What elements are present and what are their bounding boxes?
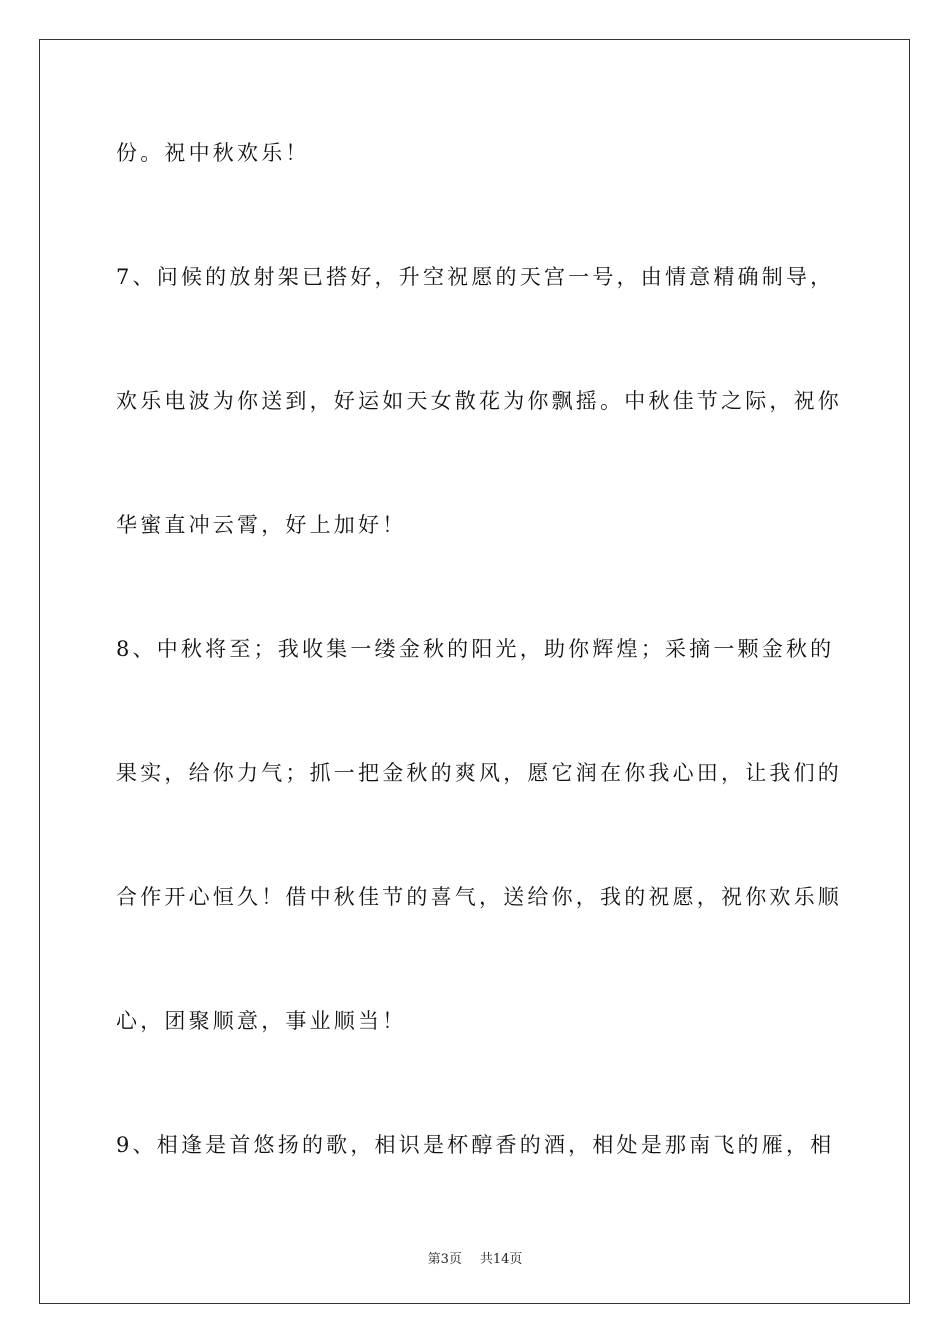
- text-line: 果实，给你力气；抓一把金秋的爽风，愿它润在你我心田，让我们的: [116, 761, 842, 785]
- text-line: 9、相逢是首悠扬的歌，相识是杯醇香的酒，相处是那南飞的雁，相: [116, 1133, 835, 1157]
- text-line: 8、中秋将至；我收集一缕金秋的阳光，助你辉煌；采摘一颗金秋的: [116, 637, 835, 661]
- page-number-total: 共14页: [479, 1252, 523, 1267]
- text-line: 7、问候的放射架已搭好，升空祝愿的天宫一号，由情意精确制导，: [116, 265, 835, 289]
- page-frame: [39, 39, 910, 1304]
- text-line: 份。祝中秋欢乐！: [116, 141, 310, 165]
- text-line: 华蜜直冲云霄，好上加好！: [116, 513, 407, 537]
- text-line: 心，团聚顺意，事业顺当！: [116, 1009, 407, 1033]
- page-footer: [0, 1248, 950, 1267]
- text-line: 欢乐电波为你送到，好运如天女散花为你飘摇。中秋佳节之际，祝你: [116, 389, 842, 413]
- text-line: 合作开心恒久！借中秋佳节的喜气，送给你，我的祝愿，祝你欢乐顺: [116, 885, 842, 909]
- page-number-current: 第3页: [427, 1252, 462, 1267]
